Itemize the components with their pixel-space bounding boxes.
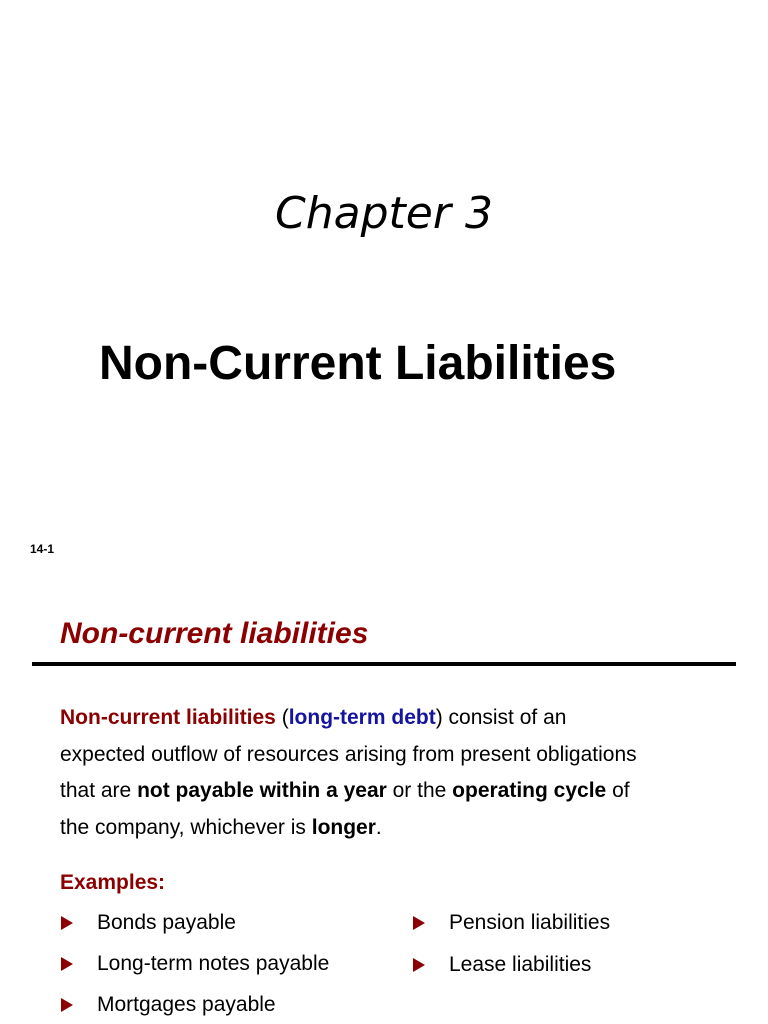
line1-rest: ) consist of an (435, 706, 567, 729)
triangle-right-icon (61, 916, 73, 930)
cover-title: Non-Current Liabilities (99, 337, 617, 390)
example-item: Mortgages payable (97, 993, 276, 1016)
triangle-right-icon (413, 958, 425, 972)
line3-bold-2: operating cycle (452, 779, 607, 802)
paragraph-line-3 (60, 773, 730, 810)
slide-number: 14-1 (30, 542, 55, 556)
triangle-right-icon (61, 998, 73, 1012)
line3-post: of (606, 779, 630, 802)
paragraph-line-2: expected outflow of resources arising from present obligations (60, 742, 637, 766)
line4-post: . (375, 815, 382, 839)
chapter-label: Chapter 3 (275, 188, 493, 239)
term-highlight: Non-current liabilities (60, 706, 276, 729)
line4-pre: the company, whichever is (60, 815, 312, 839)
example-item: Bonds payable (97, 911, 236, 934)
example-item: Lease liabilities (449, 953, 592, 976)
line4-bold: longer (311, 815, 376, 839)
paragraph-line-1 (60, 700, 730, 737)
line3-bold-1: not payable within a year (137, 779, 387, 802)
definition-paragraph (60, 700, 730, 846)
example-item: Long-term notes payable (97, 952, 330, 975)
paragraph-line-4 (60, 810, 730, 847)
line3-mid: or the (386, 779, 453, 802)
heading-rule (32, 662, 736, 666)
section-heading: Non-current liabilities (60, 617, 369, 650)
open-paren: ( (275, 706, 289, 729)
examples-label: Examples: (60, 871, 166, 894)
alias-highlight: long-term debt (288, 706, 436, 729)
line3-pre: that are (60, 779, 138, 802)
triangle-right-icon (61, 957, 73, 971)
example-item: Pension liabilities (449, 911, 611, 934)
triangle-right-icon (413, 916, 425, 930)
